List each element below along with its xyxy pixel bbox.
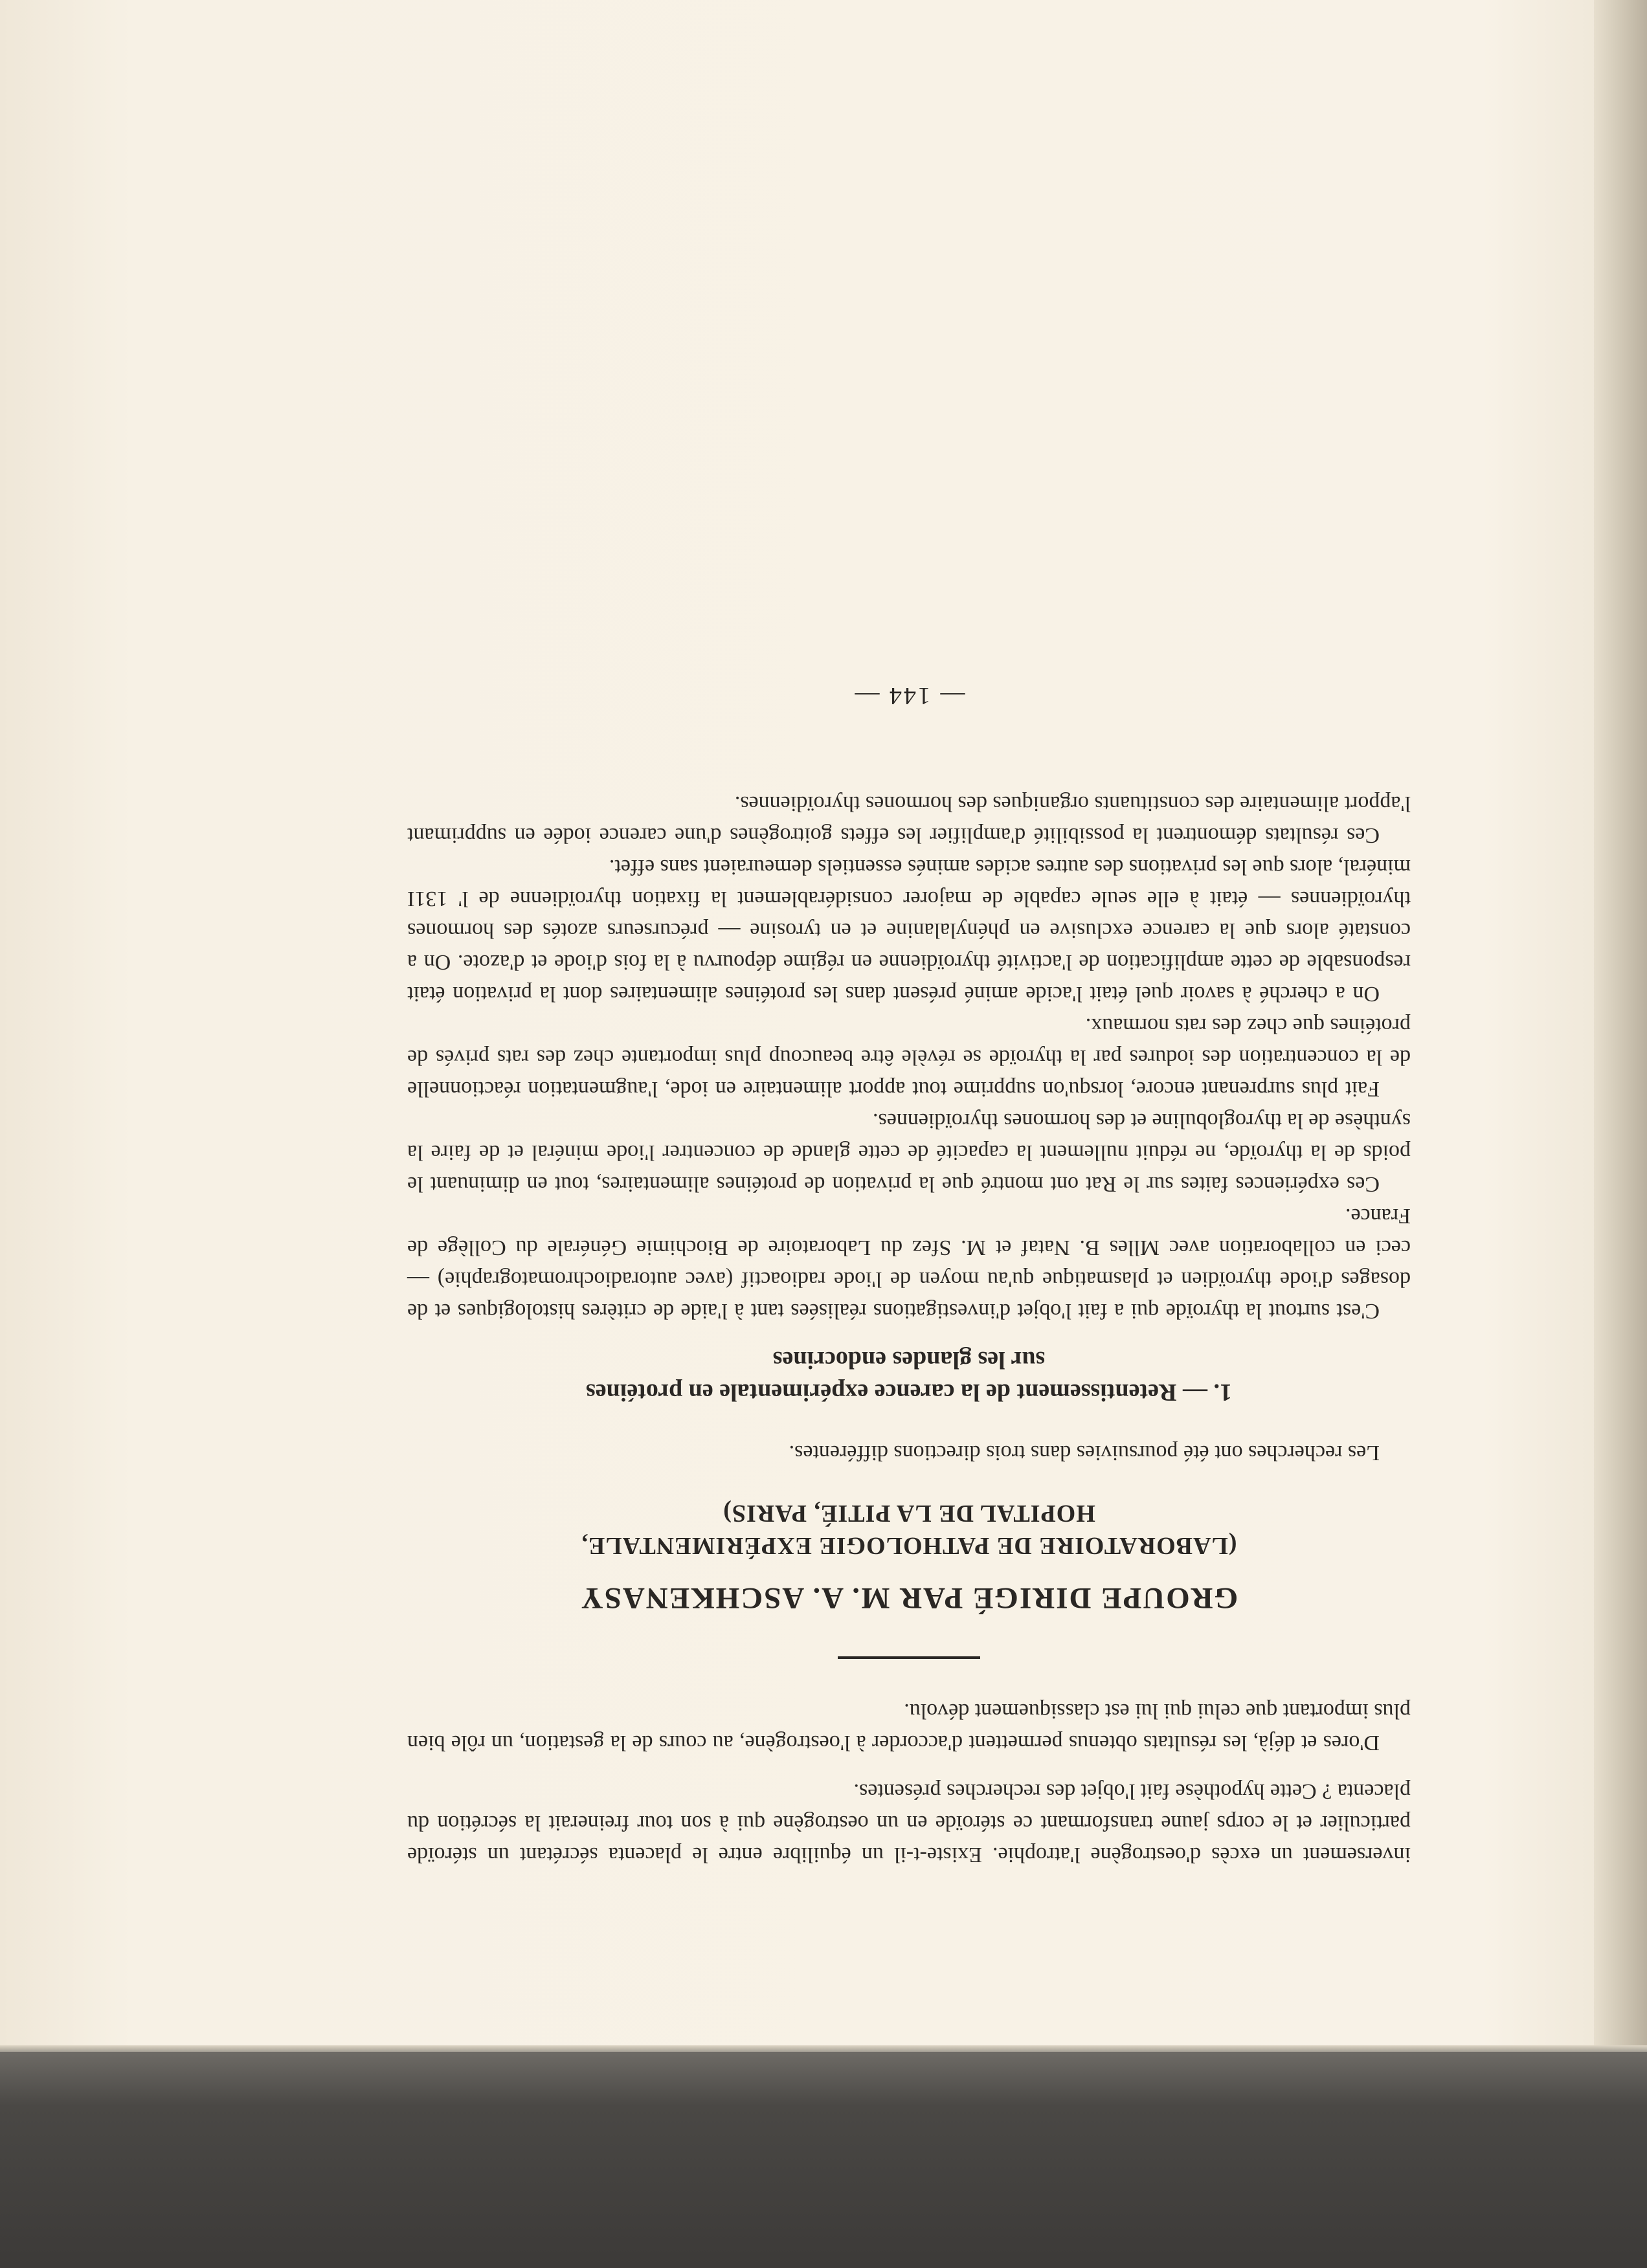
body-paragraph-1: C'est surtout la thyroïde qui a fait l'objet d'investigations réalisées tant à l'aide de critères histologiques et de dosages d'iode thyroïdien et plasmatique qu'au moyen de l'iode radioactif (avec autoradiochromatographie) — ceci en collaboration avec Mlles B. Nataf et M. Sfez du Laboratoire de Biochimie Générale du Collège de France. xyxy=(407,1204,1411,1323)
page-number: — 144 — xyxy=(853,682,965,709)
section-title-line-1: 1. — Retentissement de la carence expérimentale en protéines xyxy=(586,1379,1232,1406)
body-paragraph-3: Fait plus surprenant encore, lorsqu'on supprime tout apport alimentaire en iode, l'augmentation réactionnelle de la concentration des iodures par la thyroïde se révèle être beaucoup plus importante chez des rats privés de protéines que chez des rats normaux. xyxy=(407,1014,1411,1101)
section-title-line-2: sur les glandes endocrines xyxy=(772,1346,1046,1373)
lab-name-line-1: (LABORATOIRE DE PATHOLOGIE EXPÉRIMENTALE, xyxy=(581,1532,1237,1559)
lab-name-line-2: HOPITAL DE LA PITIÉ, PARIS) xyxy=(723,1500,1095,1527)
body-paragraph-4: On a cherché à savoir quel était l'acide aminé présent dans les protéines alimentaires dont la privation était responsable de cette amplification de l'activité thyroïdienne en régime dépourvu à la fois d'iode et d'azote. On a constaté alors que la carence exclusive en phénylalanine et en tyrosine — précurseurs azotés des hormones thyroïdiennes — était à elle seule capable de majorer considérablement la fixation thyroïdienne de l' 131I minéral, alors que les privations des autres acides aminés essentiels demeuraient sans effet. xyxy=(407,855,1411,1006)
group-title: GROUPE DIRIGÉ PAR M. A. ASCHKENASY xyxy=(579,1581,1238,1615)
research-intro: Les recherches ont été poursuivies dans trois directions différentes. xyxy=(789,1441,1380,1465)
page-content xyxy=(407,682,1411,1871)
body-paragraph-2: Ces expériences faites sur le Rat ont montré que la privation de protéines alimentaires, tout en diminuant le poids de la thyroïde, ne réduit nullement la capacité de cette glande de concentrer l'iode minéral et de faire la synthèse de la thyroglobuline et des hormones thyroïdiennes. xyxy=(407,1109,1411,1196)
conclusion-paragraph: D'ores et déjà, les résultats obtenus permettent d'accorder à l'oestrogène, au cours de la gestation, un rôle bien plus important que celui qui lui est classiquement dévolu. xyxy=(407,1699,1411,1755)
scanner-background xyxy=(0,2052,1647,2268)
intro-paragraph: inversement un excès d'oestrogène l'atrophie. Existe-t-il un équilibre entre le placenta sécrétant un stéroïde particulier et le corps jaune transformant ce stéroïde en un oestrogène qui à son tour freinerait la sécrétion du placenta ? Cette hypothèse fait l'objet des recherches présentes. xyxy=(407,1779,1411,1867)
body-paragraph-5: Ces résultats démontrent la possibilité d'amplifier les effets goitrogènes d'une carence iodée en supprimant l'apport alimentaire des constituants organiques des hormones thyroïdiennes. xyxy=(407,792,1411,847)
section-divider xyxy=(838,1656,980,1659)
